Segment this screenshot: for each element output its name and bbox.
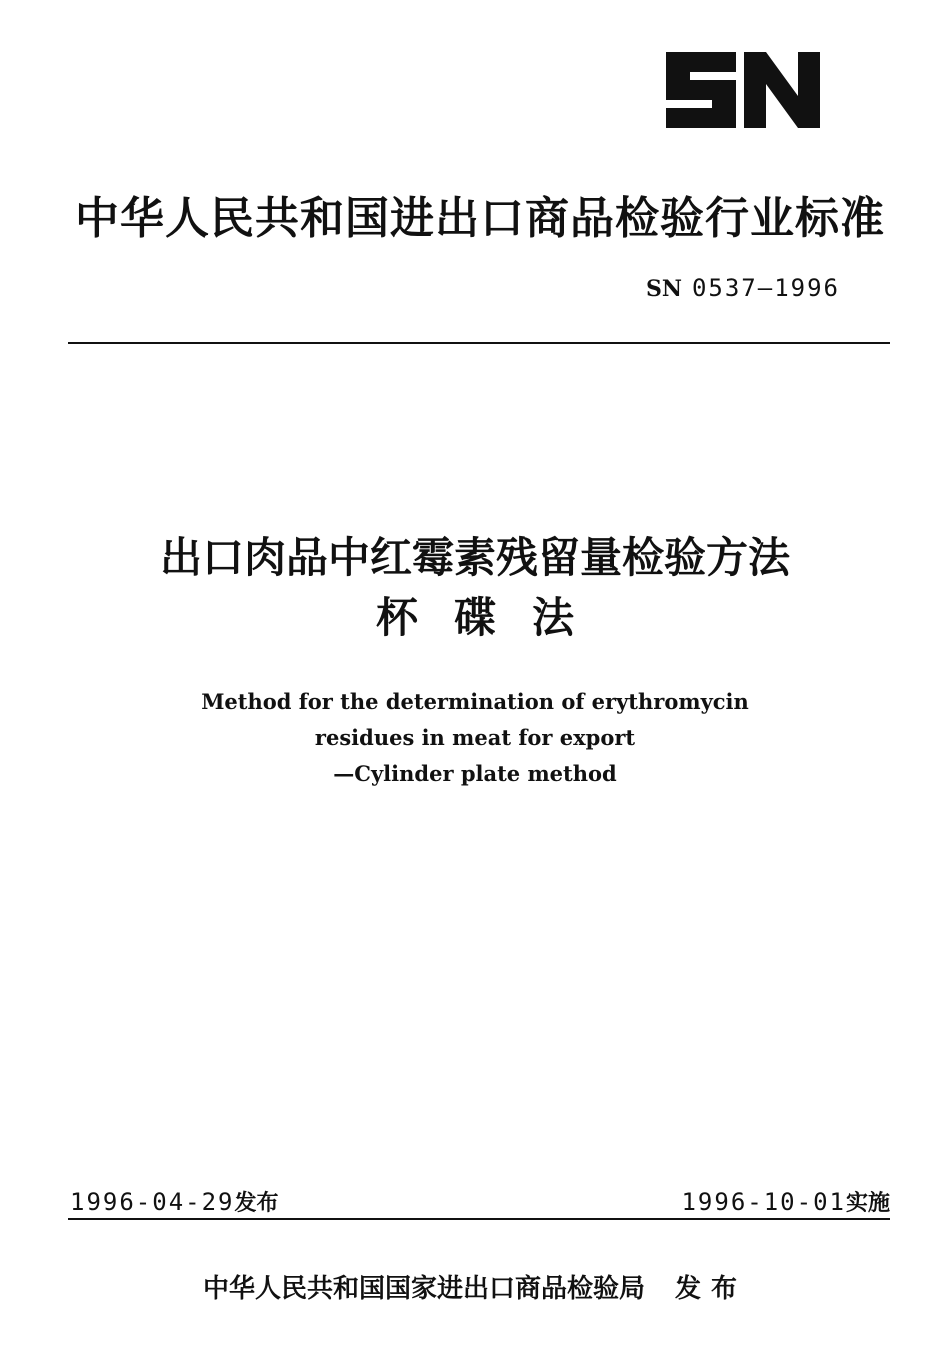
industry-standard-title: 中华人民共和国进出口商品检验行业标准 [75, 193, 885, 244]
top-divider [68, 342, 890, 344]
chinese-title-line-1: 出口肉品中红霉素残留量检验方法 [159, 533, 790, 582]
english-title-line-2: residues in meat for export [314, 725, 636, 750]
english-title-line-3: —Cylinder plate method [333, 761, 617, 786]
publisher-action: 发布 [675, 1274, 748, 1304]
standard-number [646, 274, 840, 302]
english-title [0, 684, 950, 792]
english-title-line-1: Method for the determination of erythromycin [201, 689, 749, 714]
bottom-divider [68, 1218, 890, 1220]
sn-logo-icon [662, 48, 822, 132]
release-date-suffix: 发布 [234, 1191, 279, 1216]
implementation-date [681, 1186, 890, 1217]
implementation-date-value: 1996-10-01 [681, 1188, 846, 1216]
release-date-value: 1996-04-29 [70, 1188, 235, 1216]
release-date [70, 1186, 279, 1217]
chinese-title [0, 528, 950, 648]
publisher-name: 中华人民共和国国家进出口商品检验局 [202, 1274, 645, 1304]
implementation-date-suffix: 实施 [845, 1191, 890, 1216]
chinese-title-line-2: 杯碟法 [375, 593, 610, 642]
standard-prefix: SN [645, 276, 682, 302]
publisher-line [0, 1268, 950, 1305]
standard-number-value: 0537—1996 [691, 274, 840, 302]
